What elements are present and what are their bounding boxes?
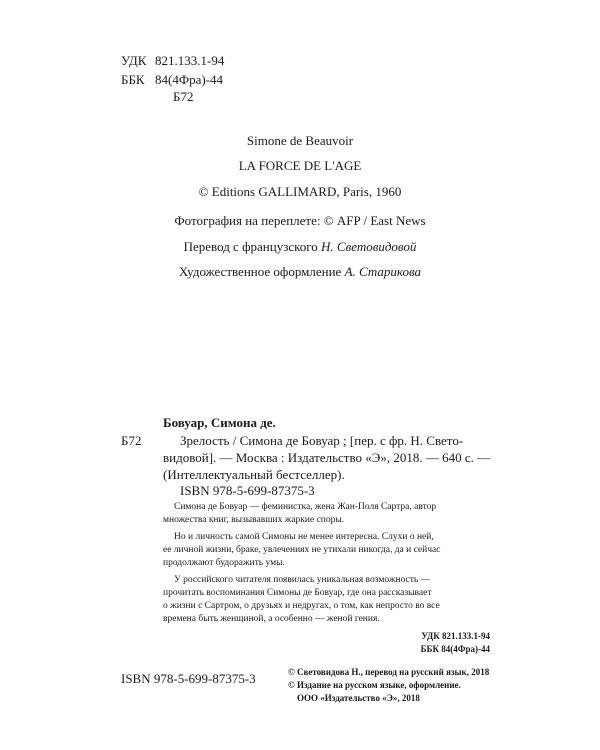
udk-value: 821.133.1-94 bbox=[155, 53, 225, 68]
annotation-p2-l1: Но и личность самой Симоны не менее интересна. Слухи о ней, bbox=[174, 532, 434, 542]
original-author: Simone de Beauvoir bbox=[246, 133, 354, 148]
bbk-line bbox=[121, 71, 223, 89]
copyright-edition: © Издание на русском языке, оформление. bbox=[288, 680, 461, 690]
annotation-p3-l4: времена быть женщиной, а особенно — женой гения. bbox=[163, 614, 380, 624]
translation-prefix: Перевод с французского bbox=[183, 239, 318, 254]
bottom-udk: УДК 821.133.1-94 bbox=[421, 631, 490, 641]
catalog-line-2: видовой]. — Москва : Издательство «Э», 2018. — 640 с. — bbox=[163, 450, 491, 465]
translator-name: Н. Световидовой bbox=[321, 239, 417, 254]
copyright-translation: © Световидова Н., перевод на русский язык, 2018 bbox=[288, 667, 490, 677]
catalog-line-1: Зрелость / Симона де Бовуар ; [пер. с фр. Н. Свето- bbox=[180, 433, 464, 448]
copyright-publisher: ООО «Издательство «Э», 2018 bbox=[297, 693, 420, 703]
original-copyright: © Editions GALLIMARD, Paris, 1960 bbox=[198, 184, 402, 199]
author-mark-top: Б72 bbox=[173, 89, 194, 104]
annotation-p2-l3: продолжают будоражить умы. bbox=[163, 558, 285, 568]
annotation-p3-l3: о жизни с Сартром, о друзьях и недругах, о том, как непросто во все bbox=[163, 601, 440, 611]
translation-credit bbox=[0, 238, 600, 256]
udk-line bbox=[121, 52, 224, 70]
annotation-p3-l2: прочитать воспоминания Симоны де Бовуар, где она рассказывает bbox=[163, 588, 432, 598]
bbk-label: ББК bbox=[121, 72, 145, 87]
udk-label: УДК bbox=[121, 53, 147, 68]
bbk-value: 84(4Фра)-44 bbox=[155, 72, 224, 87]
design-credit bbox=[0, 263, 600, 281]
footer-isbn: ISBN 978-5-699-87375-3 bbox=[121, 671, 256, 686]
annotation-p2-l2: ее личной жизни, браке, увлечениях не утихали никогда, да и сейчас bbox=[163, 545, 441, 555]
designer-name: А. Старикова bbox=[344, 264, 422, 279]
annotation-p3-l1: У российского читателя появилась уникальная возможность — bbox=[174, 575, 431, 585]
annotation-p1-l2: множества книг, вызывавших жаркие споры. bbox=[163, 515, 345, 525]
design-prefix: Художественное оформление bbox=[178, 264, 342, 279]
catalog-isbn: ISBN 978-5-699-87375-3 bbox=[180, 483, 315, 498]
cover-photo-credit: Фотография на переплете: © AFP / East News bbox=[174, 213, 426, 228]
catalog-line-3: (Интеллектуальный бестселлер). bbox=[163, 467, 345, 482]
catalog-author-mark: Б72 bbox=[121, 433, 142, 448]
catalog-heading: Бовуар, Симона де. bbox=[163, 415, 276, 430]
bottom-bbk: ББК 84(4Фра)-44 bbox=[420, 644, 490, 654]
annotation-p1-l1: Симона де Бовуар — феминистка, жена Жан-Поля Сартра, автор bbox=[174, 502, 437, 512]
original-title: LA FORCE DE L'AGE bbox=[238, 158, 362, 173]
